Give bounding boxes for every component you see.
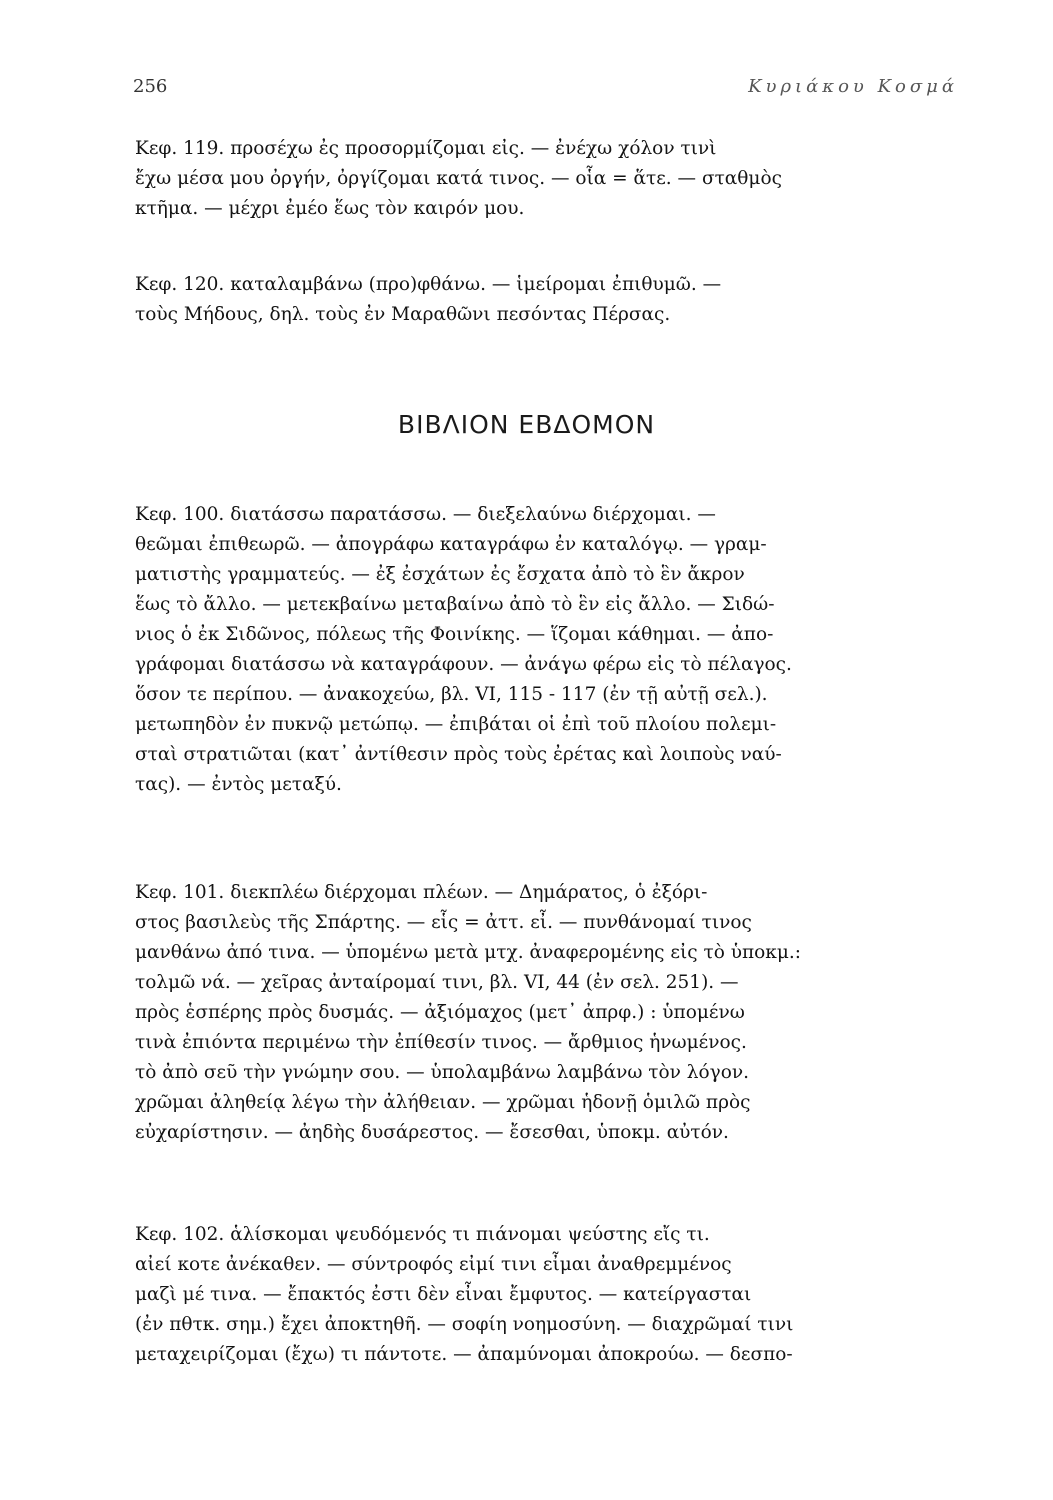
text-line: σταὶ στρατιῶται (κατ᾽ ἀντίθεσιν πρὸς τοὺς ἐρέτας καὶ λοιποὺς ναύ- — [135, 744, 782, 765]
text-line: Κεφ. 101. διεκπλέω διέρχομαι πλέων. — Δημάρατος, ὁ ἐξόρι- — [135, 882, 708, 903]
text-line: νιος ὁ ἐκ Σιδῶνος, πόλεως τῆς Φοινίκης. — ἵζομαι κάθημαι. — ἀπο- — [135, 624, 774, 645]
text-line: τολμῶ νά. — χεῖρας ἀνταίρομαί τινι, βλ. VI, 44 (ἐν σελ. 251). — — [135, 972, 739, 993]
entry-chapter-100 — [135, 500, 958, 800]
text-line: ὅσον τε περίπου. — ἀνακοχεύω, βλ. VI, 115 - 117 (ἐν τῇ αὐτῇ σελ.). — [135, 684, 768, 705]
text-line: Κεφ. 102. ἁλίσκομαι ψευδόμενός τι πιάνομαι ψεύστης εἴς τι. — [135, 1224, 710, 1245]
text-line: μανθάνω ἀπό τινα. — ὑπομένω μετὰ μτχ. ἀναφερομένης εἰς τὸ ὑποκμ.: — [135, 942, 801, 963]
text-line: μετωπηδὸν ἐν πυκνῷ μετώπῳ. — ἐπιβάται οἱ ἐπὶ τοῦ πλοίου πολεμι- — [135, 714, 777, 735]
text-line: ἕως τὸ ἄλλο. — μετεκβαίνω μεταβαίνω ἀπὸ τὸ ἓν εἰς ἄλλο. — Σιδώ- — [135, 594, 775, 615]
text-line: χρῶμαι ἀληθείᾳ λέγω τὴν ἀλήθειαν. — χρῶμαι ἡδονῇ ὁμιλῶ πρὸς — [135, 1092, 751, 1113]
text-line: στος βασιλεὺς τῆς Σπάρτης. — εἷς = ἀττ. εἶ. — πυνθάνομαί τινος — [135, 912, 752, 933]
text-line: τὸ ἀπὸ σεῦ τὴν γνώμην σου. — ὑπολαμβάνω λαμβάνω τὸν λόγον. — [135, 1062, 749, 1083]
entry-chapter-120 — [135, 270, 958, 330]
page-header — [133, 76, 958, 104]
text-line: κτῆμα. — μέχρι ἐμέο ἕως τὸν καιρόν μου. — [135, 198, 525, 219]
text-line: ἔχω μέσα μου ὀργήν, ὀργίζομαι κατά τινος. — οἷα = ἅτε. — σταθμὸς — [135, 168, 782, 189]
text-line: γράφομαι διατάσσω νὰ καταγράφουν. — ἀνάγω φέρω εἰς τὸ πέλαγος. — [135, 654, 792, 675]
text-line: τας). — ἐντὸς μεταξύ. — [135, 774, 342, 795]
text-line: Κεφ. 100. διατάσσω παρατάσσω. — διεξελαύνω διέρχομαι. — — [135, 504, 716, 525]
entry-chapter-119 — [135, 134, 958, 224]
text-line: Κεφ. 119. προσέχω ἐς προσορμίζομαι εἰς. — ἐνέχω χόλον τινὶ — [135, 138, 717, 159]
entry-chapter-101 — [135, 878, 958, 1148]
text-line: μεταχειρίζομαι (ἔχω) τι πάντοτε. — ἀπαμύνομαι ἀποκρούω. — δεσπο- — [135, 1344, 793, 1365]
entry-chapter-102 — [135, 1220, 958, 1370]
text-line: τινὰ ἐπιόντα περιμένω τὴν ἐπίθεσίν τινος. — ἄρθμιος ἡνωμένος. — [135, 1032, 747, 1053]
text-line: τοὺς Μήδους, δηλ. τοὺς ἐν Μαραθῶνι πεσόντας Πέρσας. — [135, 304, 671, 325]
text-line: (ἐν πθτκ. σημ.) ἔχει ἀποκτηθῆ. — σοφίη νοημοσύνη. — διαχρῶμαί τινι — [135, 1314, 794, 1335]
text-line: μαζὶ μέ τινα. — ἔπακτός ἐστι δὲν εἶναι ἔμφυτος. — κατείργασται — [135, 1284, 752, 1305]
text-line: αἰεί κοτε ἀνέκαθεν. — σύντροφός εἰμί τινι εἶμαι ἀναθρεμμένος — [135, 1254, 732, 1275]
page-number: 256 — [133, 76, 168, 97]
text-line: ματιστὴς γραμματεύς. — ἐξ ἐσχάτων ἐς ἔσχατα ἀπὸ τὸ ἓν ἄκρον — [135, 564, 745, 585]
running-title: Κυριάκου Κοσμά — [748, 76, 958, 97]
text-line: Κεφ. 120. καταλαμβάνω (προ)φθάνω. — ἱμείρομαι ἐπιθυμῶ. — — [135, 274, 722, 295]
text-line: πρὸς ἑσπέρης πρὸς δυσμάς. — ἀξιόμαχος (μετ᾽ ἀπρφ.) : ὑπομένω — [135, 1002, 745, 1023]
text-line: εὐχαρίστησιν. — ἀηδὴς δυσάρεστος. — ἔσεσθαι, ὑποκμ. αὐτόν. — [135, 1122, 729, 1143]
book-title: ΒΙΒΛΙΟΝ ΕΒΔΟΜΟΝ — [397, 410, 656, 439]
text-line: θεῶμαι ἐπιθεωρῶ. — ἀπογράφω καταγράφω ἐν καταλόγῳ. — γραμ- — [135, 534, 767, 555]
